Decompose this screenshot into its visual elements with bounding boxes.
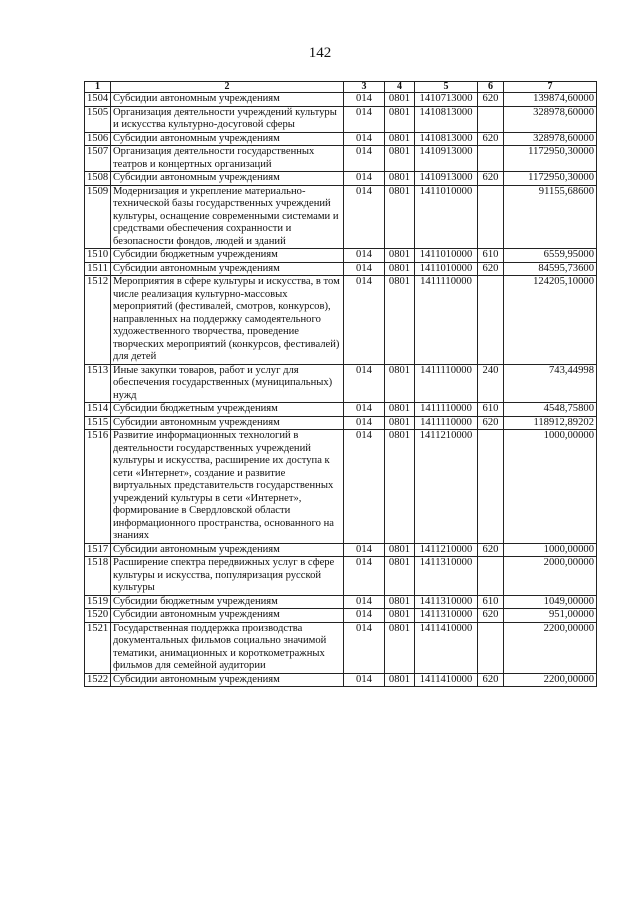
row-name-cell: Субсидии бюджетным учреждениям bbox=[111, 249, 344, 263]
row-code-6-cell: 620 bbox=[478, 132, 504, 146]
row-code-4-cell: 0801 bbox=[385, 403, 415, 417]
row-code-4-cell: 0801 bbox=[385, 172, 415, 186]
row-number-cell: 1519 bbox=[85, 595, 111, 609]
row-name-cell: Иные закупки товаров, работ и услуг для обеспечения государственных (муниципальных) нужд bbox=[111, 364, 344, 403]
header-cell: 5 bbox=[415, 82, 478, 93]
row-amount-cell: 951,00000 bbox=[504, 609, 597, 623]
row-code-4-cell: 0801 bbox=[385, 146, 415, 172]
header-cell: 3 bbox=[344, 82, 385, 93]
row-code-3-cell: 014 bbox=[344, 106, 385, 132]
row-code-5-cell: 1411410000 bbox=[415, 622, 478, 673]
row-amount-cell: 1172950,30000 bbox=[504, 172, 597, 186]
row-number-cell: 1512 bbox=[85, 276, 111, 365]
row-amount-cell: 328978,60000 bbox=[504, 132, 597, 146]
row-name-cell: Субсидии бюджетным учреждениям bbox=[111, 595, 344, 609]
row-amount-cell: 1172950,30000 bbox=[504, 146, 597, 172]
row-code-4-cell: 0801 bbox=[385, 595, 415, 609]
row-number-cell: 1522 bbox=[85, 673, 111, 687]
row-code-3-cell: 014 bbox=[344, 93, 385, 107]
row-name-cell: Расширение спектра передвижных услуг в сфере культуры и искусства, популяризация русской культуры bbox=[111, 557, 344, 596]
row-code-3-cell: 014 bbox=[344, 673, 385, 687]
row-code-4-cell: 0801 bbox=[385, 132, 415, 146]
row-number-cell: 1508 bbox=[85, 172, 111, 186]
row-code-5-cell: 1411010000 bbox=[415, 185, 478, 249]
row-code-5-cell: 1411310000 bbox=[415, 609, 478, 623]
table-row bbox=[85, 185, 597, 249]
row-number-cell: 1505 bbox=[85, 106, 111, 132]
row-code-5-cell: 1410813000 bbox=[415, 132, 478, 146]
row-name-cell: Мероприятия в сфере культуры и искусства, в том числе реализация культурно-массовых мероприятий (фестивалей, смотров, конкурсов), направленных на поддержку самодеятельного художественного творчества, проведение творческих мероприятий (конкурсов, фестивалей) для детей bbox=[111, 276, 344, 365]
row-code-5-cell: 1411210000 bbox=[415, 543, 478, 557]
row-code-6-cell bbox=[478, 185, 504, 249]
row-amount-cell: 1049,00000 bbox=[504, 595, 597, 609]
row-amount-cell: 6559,95000 bbox=[504, 249, 597, 263]
row-code-4-cell: 0801 bbox=[385, 185, 415, 249]
row-name-cell: Модернизация и укрепление материально-технической базы государственных учреждений культуры, оснащение современными системами и средствами обеспечения сохранности и безопасности фондов, людей и зданий bbox=[111, 185, 344, 249]
header-cell: 4 bbox=[385, 82, 415, 93]
table-row bbox=[85, 416, 597, 430]
row-code-6-cell: 240 bbox=[478, 364, 504, 403]
row-code-3-cell: 014 bbox=[344, 185, 385, 249]
row-amount-cell: 124205,10000 bbox=[504, 276, 597, 365]
row-amount-cell: 743,44998 bbox=[504, 364, 597, 403]
row-code-3-cell: 014 bbox=[344, 276, 385, 365]
table-row bbox=[85, 262, 597, 276]
row-number-cell: 1520 bbox=[85, 609, 111, 623]
row-name-cell: Субсидии автономным учреждениям bbox=[111, 609, 344, 623]
row-number-cell: 1513 bbox=[85, 364, 111, 403]
header-cell: 6 bbox=[478, 82, 504, 93]
header-cell: 2 bbox=[111, 82, 344, 93]
row-code-3-cell: 014 bbox=[344, 249, 385, 263]
row-number-cell: 1511 bbox=[85, 262, 111, 276]
row-amount-cell: 118912,89202 bbox=[504, 416, 597, 430]
row-code-5-cell: 1411110000 bbox=[415, 416, 478, 430]
table-row bbox=[85, 172, 597, 186]
row-amount-cell: 1000,00000 bbox=[504, 430, 597, 544]
row-code-3-cell: 014 bbox=[344, 622, 385, 673]
row-number-cell: 1515 bbox=[85, 416, 111, 430]
row-code-6-cell: 620 bbox=[478, 543, 504, 557]
row-amount-cell: 4548,75800 bbox=[504, 403, 597, 417]
row-code-6-cell bbox=[478, 146, 504, 172]
row-code-4-cell: 0801 bbox=[385, 106, 415, 132]
row-code-4-cell: 0801 bbox=[385, 276, 415, 365]
row-code-3-cell: 014 bbox=[344, 557, 385, 596]
row-code-5-cell: 1411110000 bbox=[415, 364, 478, 403]
row-name-cell: Субсидии автономным учреждениям bbox=[111, 132, 344, 146]
row-number-cell: 1509 bbox=[85, 185, 111, 249]
row-code-3-cell: 014 bbox=[344, 609, 385, 623]
row-name-cell: Организация деятельности государственных театров и концертных организаций bbox=[111, 146, 344, 172]
row-code-6-cell bbox=[478, 557, 504, 596]
header-cell: 7 bbox=[504, 82, 597, 93]
row-name-cell: Субсидии автономным учреждениям bbox=[111, 93, 344, 107]
row-amount-cell: 2200,00000 bbox=[504, 673, 597, 687]
row-amount-cell: 139874,60000 bbox=[504, 93, 597, 107]
table-row bbox=[85, 276, 597, 365]
row-amount-cell: 1000,00000 bbox=[504, 543, 597, 557]
table-body bbox=[85, 93, 597, 687]
row-code-3-cell: 014 bbox=[344, 364, 385, 403]
row-name-cell: Развитие информационных технологий в деятельности государственных учреждений культуры и искусства, расширение их доступа к сети «Интернет», создание и развитие виртуальных представительств государственных учреждений культуры в сети «Интернет», формирование в Свердловской области информационного пространства, основанного на знаниях bbox=[111, 430, 344, 544]
row-code-5-cell: 1410913000 bbox=[415, 146, 478, 172]
row-code-6-cell: 620 bbox=[478, 673, 504, 687]
table-row bbox=[85, 673, 597, 687]
row-number-cell: 1514 bbox=[85, 403, 111, 417]
row-name-cell: Субсидии бюджетным учреждениям bbox=[111, 403, 344, 417]
row-number-cell: 1507 bbox=[85, 146, 111, 172]
row-name-cell: Субсидии автономным учреждениям bbox=[111, 172, 344, 186]
row-code-4-cell: 0801 bbox=[385, 557, 415, 596]
row-code-6-cell: 620 bbox=[478, 609, 504, 623]
row-name-cell: Субсидии автономным учреждениям bbox=[111, 416, 344, 430]
row-code-4-cell: 0801 bbox=[385, 416, 415, 430]
row-code-3-cell: 014 bbox=[344, 172, 385, 186]
table-header-row bbox=[85, 82, 597, 93]
table-row bbox=[85, 403, 597, 417]
row-number-cell: 1504 bbox=[85, 93, 111, 107]
row-code-3-cell: 014 bbox=[344, 430, 385, 544]
row-number-cell: 1521 bbox=[85, 622, 111, 673]
row-code-5-cell: 1410713000 bbox=[415, 93, 478, 107]
row-number-cell: 1518 bbox=[85, 557, 111, 596]
table-row bbox=[85, 132, 597, 146]
row-amount-cell: 2000,00000 bbox=[504, 557, 597, 596]
table-row bbox=[85, 543, 597, 557]
row-code-5-cell: 1411110000 bbox=[415, 403, 478, 417]
row-code-6-cell bbox=[478, 106, 504, 132]
row-code-4-cell: 0801 bbox=[385, 93, 415, 107]
row-code-5-cell: 1411210000 bbox=[415, 430, 478, 544]
row-code-5-cell: 1411310000 bbox=[415, 595, 478, 609]
row-code-6-cell: 610 bbox=[478, 403, 504, 417]
row-name-cell: Организация деятельности учреждений культуры и искусства культурно-досуговой сферы bbox=[111, 106, 344, 132]
table-row bbox=[85, 146, 597, 172]
table-row bbox=[85, 557, 597, 596]
row-code-3-cell: 014 bbox=[344, 595, 385, 609]
row-code-4-cell: 0801 bbox=[385, 430, 415, 544]
row-code-3-cell: 014 bbox=[344, 416, 385, 430]
table-row bbox=[85, 106, 597, 132]
row-name-cell: Субсидии автономным учреждениям bbox=[111, 543, 344, 557]
row-amount-cell: 84595,73600 bbox=[504, 262, 597, 276]
row-code-3-cell: 014 bbox=[344, 543, 385, 557]
row-code-4-cell: 0801 bbox=[385, 622, 415, 673]
row-code-6-cell: 620 bbox=[478, 416, 504, 430]
row-number-cell: 1517 bbox=[85, 543, 111, 557]
row-name-cell: Субсидии автономным учреждениям bbox=[111, 673, 344, 687]
row-code-3-cell: 014 bbox=[344, 132, 385, 146]
row-code-6-cell bbox=[478, 430, 504, 544]
row-code-3-cell: 014 bbox=[344, 146, 385, 172]
table-row bbox=[85, 595, 597, 609]
row-code-6-cell: 620 bbox=[478, 172, 504, 186]
budget-table bbox=[84, 81, 597, 687]
row-number-cell: 1510 bbox=[85, 249, 111, 263]
row-code-4-cell: 0801 bbox=[385, 543, 415, 557]
row-number-cell: 1516 bbox=[85, 430, 111, 544]
row-code-5-cell: 1411010000 bbox=[415, 262, 478, 276]
table-row bbox=[85, 364, 597, 403]
row-code-6-cell: 610 bbox=[478, 249, 504, 263]
page-number: 142 bbox=[308, 45, 332, 61]
table-row bbox=[85, 93, 597, 107]
table-row bbox=[85, 622, 597, 673]
row-code-5-cell: 1410813000 bbox=[415, 106, 478, 132]
row-code-4-cell: 0801 bbox=[385, 262, 415, 276]
row-code-3-cell: 014 bbox=[344, 403, 385, 417]
row-name-cell: Субсидии автономным учреждениям bbox=[111, 262, 344, 276]
header-cell: 1 bbox=[85, 82, 111, 93]
row-code-5-cell: 1411410000 bbox=[415, 673, 478, 687]
row-code-6-cell bbox=[478, 622, 504, 673]
row-code-4-cell: 0801 bbox=[385, 673, 415, 687]
row-code-5-cell: 1411310000 bbox=[415, 557, 478, 596]
table-row bbox=[85, 430, 597, 544]
row-code-5-cell: 1411010000 bbox=[415, 249, 478, 263]
row-code-6-cell: 620 bbox=[478, 93, 504, 107]
row-code-6-cell: 610 bbox=[478, 595, 504, 609]
row-code-3-cell: 014 bbox=[344, 262, 385, 276]
row-amount-cell: 328978,60000 bbox=[504, 106, 597, 132]
row-code-6-cell: 620 bbox=[478, 262, 504, 276]
row-code-4-cell: 0801 bbox=[385, 609, 415, 623]
table-row bbox=[85, 249, 597, 263]
row-code-5-cell: 1410913000 bbox=[415, 172, 478, 186]
row-code-4-cell: 0801 bbox=[385, 364, 415, 403]
row-amount-cell: 2200,00000 bbox=[504, 622, 597, 673]
table-row bbox=[85, 609, 597, 623]
row-name-cell: Государственная поддержка производства документальных фильмов социально значимой тематики, анимационных и короткометражных фильмов для семейной аудитории bbox=[111, 622, 344, 673]
row-code-6-cell bbox=[478, 276, 504, 365]
row-amount-cell: 91155,68600 bbox=[504, 185, 597, 249]
row-code-5-cell: 1411110000 bbox=[415, 276, 478, 365]
row-number-cell: 1506 bbox=[85, 132, 111, 146]
row-code-4-cell: 0801 bbox=[385, 249, 415, 263]
